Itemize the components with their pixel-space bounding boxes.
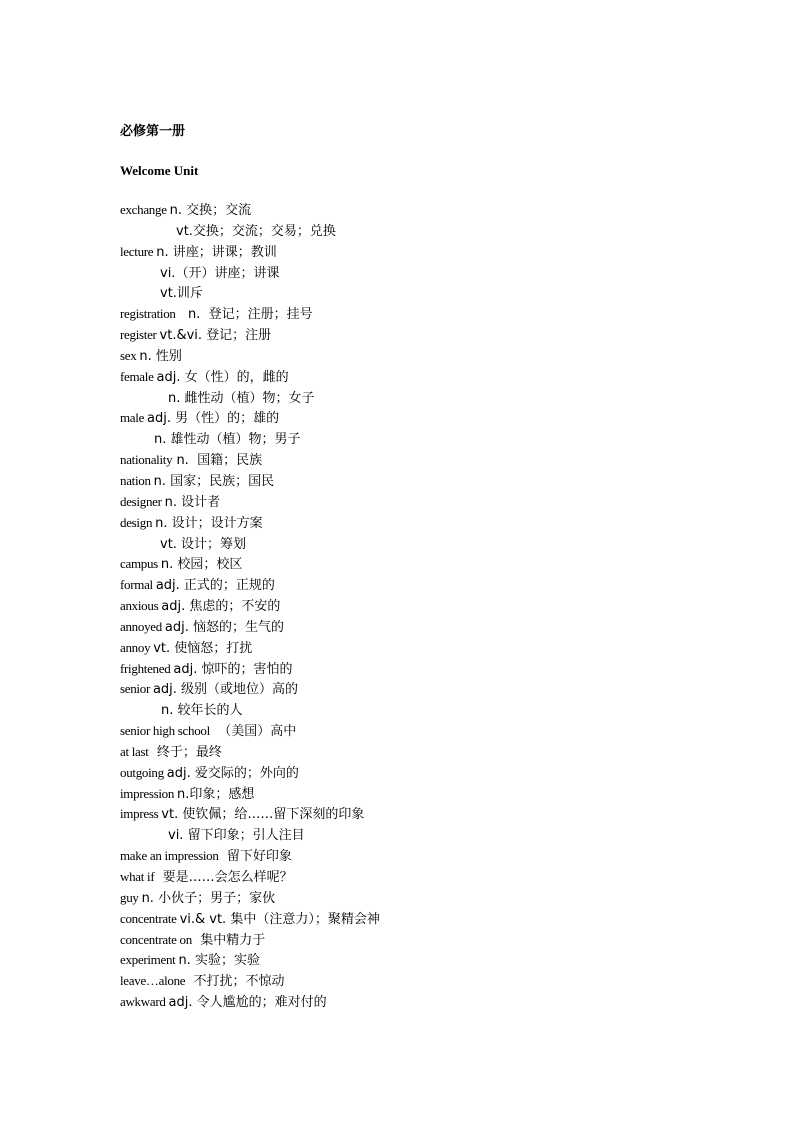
- list-item: [120, 492, 760, 513]
- list-item: [120, 367, 760, 388]
- entry-definition: adj. 令人尴尬的；难对付的: [168, 995, 327, 1011]
- list-item: [120, 679, 760, 700]
- list-item: [120, 784, 760, 805]
- list-item: [120, 992, 760, 1013]
- entry-word: awkward: [120, 994, 166, 1010]
- entry-definition: adj. 级别（或地位）高的: [152, 682, 299, 698]
- list-item: [120, 388, 760, 409]
- list-item: [120, 346, 760, 367]
- entry-definition: adj. 恼怒的；生气的: [164, 619, 285, 635]
- entry-definition: n. 设计；设计方案: [155, 515, 263, 531]
- vocabulary-list: [120, 200, 760, 1013]
- entry-definition: vt. 使恼怒；打扰: [153, 640, 253, 656]
- entry-word: male: [120, 410, 145, 426]
- entry-definition: n. 登记；注册；挂号: [175, 307, 313, 323]
- entry-definition: n. 讲座；讲课；教训: [156, 244, 277, 260]
- entry-definition: adj. 惊吓的；害怕的: [173, 661, 293, 677]
- list-item: [120, 200, 760, 221]
- entry-definition: n. 雌性动（植）物；女子: [168, 390, 315, 406]
- entry-word: concentrate on: [120, 931, 192, 947]
- list-item: [120, 513, 760, 534]
- entry-definition: 终于；最终: [148, 744, 222, 760]
- list-item: [120, 408, 760, 429]
- entry-definition: 不打扰；不惊动: [185, 974, 285, 990]
- entry-definition: adj. 男（性）的；雄的: [147, 411, 280, 427]
- entry-definition: adj. 正式的；正规的: [155, 578, 275, 594]
- list-item: [120, 804, 760, 825]
- entry-definition: n. 较年长的人: [161, 703, 243, 719]
- entry-word: what if: [120, 869, 155, 884]
- entry-word: registration: [120, 306, 176, 322]
- entry-definition: n. 小伙子；男子；家伙: [141, 890, 276, 906]
- entry-word: concentrate: [120, 910, 177, 926]
- entry-word: make an impression: [120, 848, 219, 864]
- entry-definition: adj. 爱交际的；外向的: [166, 765, 299, 781]
- page-title: 必修第一册: [120, 123, 186, 138]
- entry-definition: vt. 设计；筹划: [160, 536, 247, 552]
- entry-word: senior high school: [120, 723, 210, 739]
- list-item: [120, 596, 760, 617]
- entry-definition: n. 设计者: [164, 494, 221, 510]
- list-item: [120, 534, 760, 555]
- list-item: [120, 429, 760, 450]
- entry-word: annoy: [120, 639, 151, 655]
- entry-definition: n. 校园；校区: [160, 557, 243, 573]
- entry-word: at last: [120, 743, 149, 759]
- list-item: [120, 742, 760, 763]
- list-item: [120, 909, 760, 930]
- entry-word: sex: [120, 347, 137, 363]
- entry-word: formal: [120, 577, 153, 593]
- entry-word: leave…alone: [120, 973, 186, 989]
- entry-definition: vi. 留下印象；引人注目: [168, 828, 305, 844]
- entry-definition: n. 国家；民族；国民: [153, 473, 275, 489]
- list-item: [120, 471, 760, 492]
- entry-definition: vt.训斥: [160, 286, 203, 302]
- entry-word: outgoing: [120, 764, 164, 780]
- entry-word: impression: [120, 785, 175, 801]
- entry-definition: （美国）高中: [209, 724, 297, 740]
- entry-word: experiment: [120, 952, 176, 968]
- entry-definition: vi.& vt. 集中（注意力）；聚精会神: [179, 911, 380, 927]
- entry-definition: vt.&vi. 登记；注册: [159, 328, 272, 344]
- list-item: [120, 575, 760, 596]
- entry-definition: vi.（开）讲座；讲课: [160, 265, 280, 281]
- entry-definition: 要是……会怎么样呢？: [154, 870, 293, 885]
- entry-definition: n. 雄性动（植）物；男子: [154, 432, 301, 448]
- entry-word: lecture: [120, 243, 154, 259]
- entry-word: nationality: [120, 452, 173, 468]
- list-item: [120, 867, 760, 888]
- list-item: [120, 304, 760, 325]
- list-item: [120, 846, 760, 867]
- list-item: [120, 242, 760, 263]
- list-item: [120, 971, 760, 992]
- entry-word: senior: [120, 681, 150, 697]
- entry-word: campus: [120, 556, 158, 572]
- entry-word: female: [120, 368, 154, 384]
- entry-word: impress: [120, 806, 159, 822]
- list-item: [120, 763, 760, 784]
- entry-definition: vt.交换；交流；交易；兑换: [176, 223, 336, 239]
- entry-definition: n. 性别: [139, 348, 182, 364]
- entry-word: design: [120, 514, 153, 530]
- list-item: [120, 888, 760, 909]
- entry-definition: n. 国籍；民族: [172, 453, 263, 469]
- list-item: [120, 930, 760, 951]
- entry-word: anxious: [120, 598, 159, 614]
- list-item: [120, 721, 760, 742]
- entry-word: nation: [120, 472, 151, 488]
- entry-definition: adj. 焦虑的；不安的: [161, 599, 281, 615]
- entry-word: frightened: [120, 660, 171, 676]
- list-item: [120, 638, 760, 659]
- unit-heading: Welcome Unit: [120, 163, 199, 178]
- entry-word: annoyed: [120, 618, 162, 634]
- list-item: [120, 325, 760, 346]
- entry-word: register: [120, 327, 157, 343]
- entry-definition: vt. 使钦佩；给……留下深刻的印象: [161, 807, 365, 823]
- entry-definition: adj. 女（性）的，雌的: [156, 369, 289, 385]
- entry-definition: n. 实验；实验: [178, 953, 260, 969]
- list-item: [120, 700, 760, 721]
- entry-word: exchange: [120, 202, 167, 217]
- entry-word: guy: [120, 889, 139, 905]
- list-item: [120, 221, 760, 242]
- list-item: [120, 659, 760, 680]
- entry-definition: n.印象；感想: [177, 786, 255, 802]
- list-item: [120, 617, 760, 638]
- entry-definition: n. 交换；交流: [169, 203, 252, 218]
- list-item: [120, 825, 760, 846]
- list-item: [120, 450, 760, 471]
- list-item: [120, 950, 760, 971]
- entry-word: designer: [120, 493, 162, 509]
- entry-definition: 集中精力于: [191, 932, 266, 948]
- list-item: [120, 283, 760, 304]
- list-item: [120, 263, 760, 284]
- entry-definition: 留下好印象: [218, 849, 292, 865]
- list-item: [120, 554, 760, 575]
